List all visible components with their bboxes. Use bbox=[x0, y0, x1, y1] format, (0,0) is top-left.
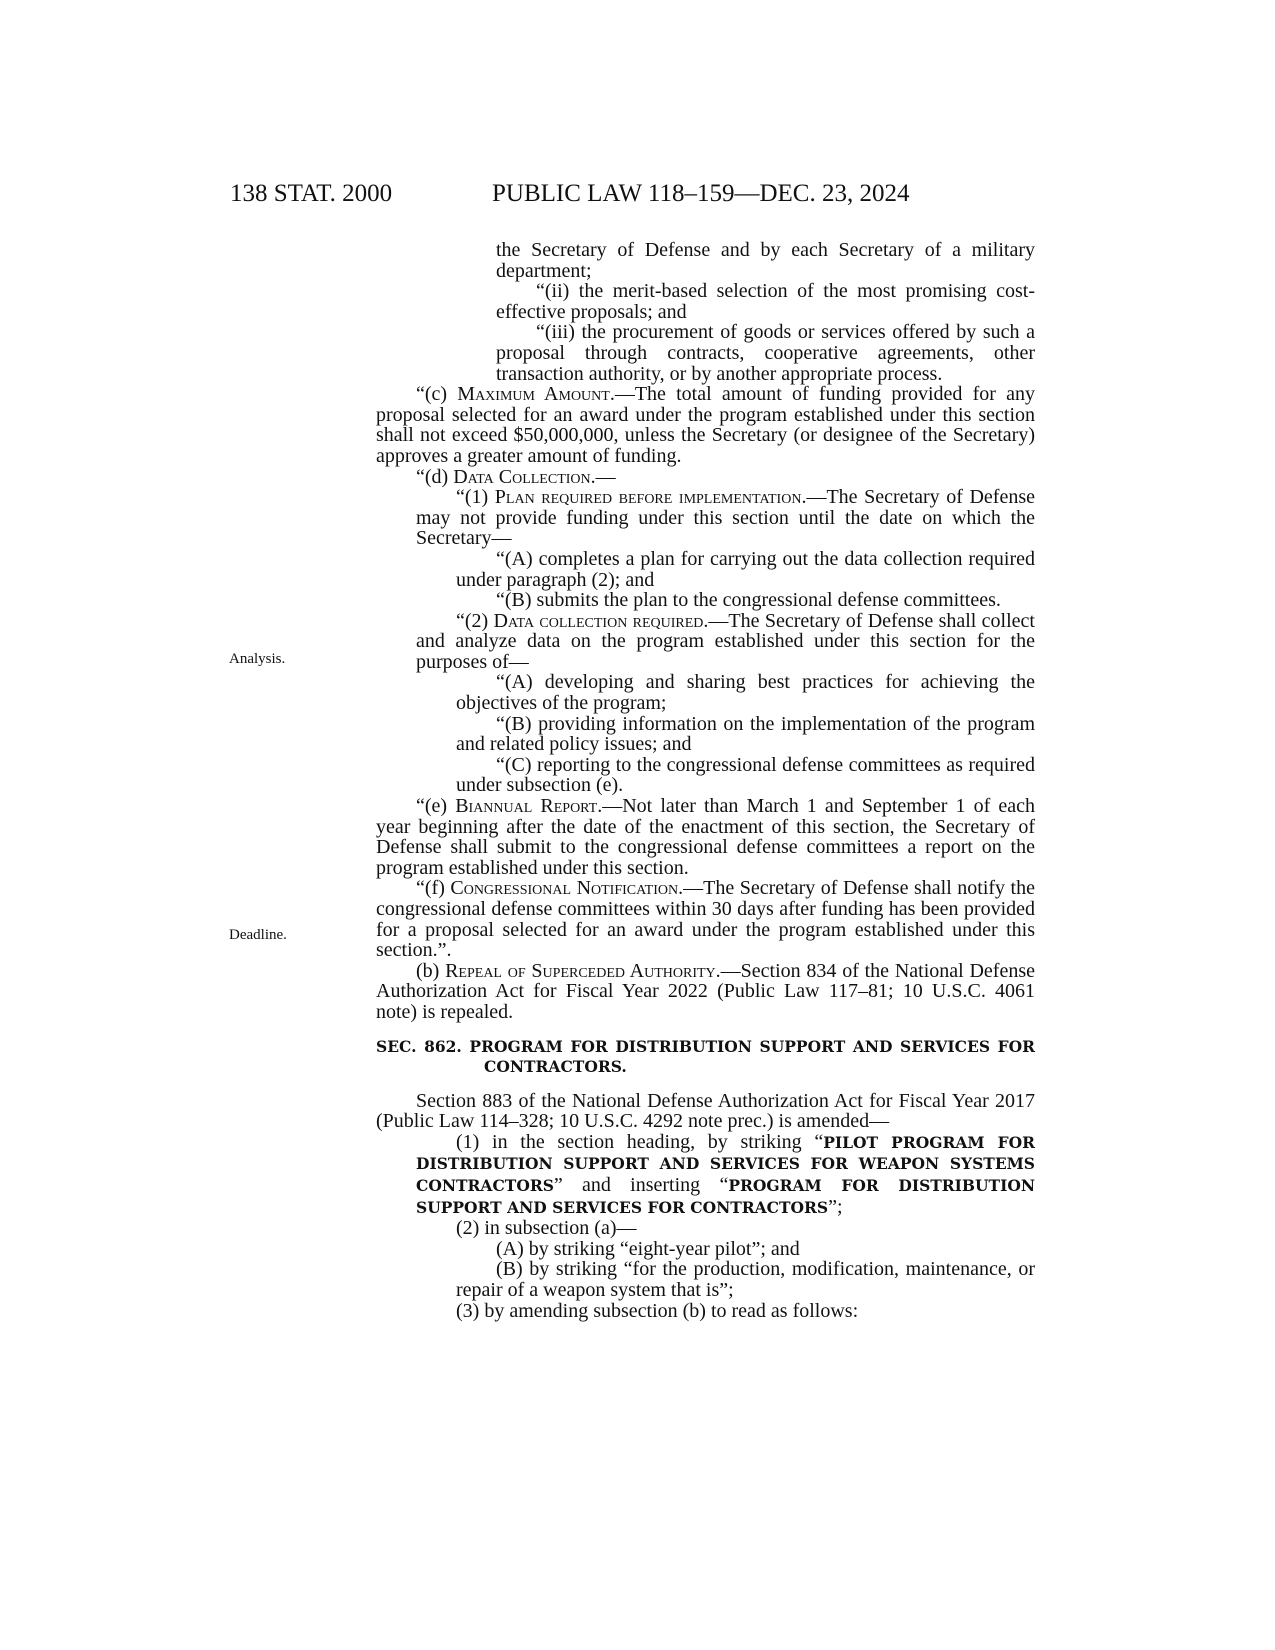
paragraph: Section 883 of the National Defense Authorization Act for Fiscal Year 2017 (Public Law 114–328; 10 U.S.C. 4292 note prec.) is amended— bbox=[376, 1089, 1035, 1133]
subsection-c: “(c) Maximum Amount.—The total amount of funding provided for any proposal selected for an award under the program established under this section shall not exceed $50,000,000, unless the Secretary (or designee of the Secretary) approves a greater amount of funding. bbox=[376, 383, 1036, 467]
stat-page-number: 138 STAT. 2000 bbox=[230, 180, 393, 207]
subparagraph: “(B) providing information on the implementation of the program and related policy issues; and bbox=[456, 712, 1035, 756]
margin-note-deadline: Deadline. bbox=[229, 927, 287, 943]
subsection-f: “(f) Congressional Notification.—The Secretary of Defense shall notify the congressional defense committees within 30 days after funding has been provided for a proposal selected for an award under the program established under this section.”. bbox=[376, 877, 1035, 962]
subparagraph: (A) by striking “eight-year pilot”; and bbox=[496, 1237, 800, 1260]
amendment-2: (2) in subsection (a)— bbox=[456, 1217, 637, 1240]
subparagraph: “(A) developing and sharing best practices for achieving the objectives of the program; bbox=[456, 671, 1035, 715]
paragraph: “(iii) the procurement of goods or services offered by such a proposal through contracts, cooperative agreements, other transaction authority, or by another appropriate process. bbox=[496, 321, 1035, 385]
margin-note-analysis: Analysis. bbox=[229, 651, 286, 667]
paragraph: “(ii) the merit-based selection of the most promising cost-effective proposals; and bbox=[496, 280, 1035, 323]
amendment-1: (1) in the section heading, by striking “PILOT PROGRAM FOR DISTRIBUTION SUPPORT AND SERVICES FOR WEAPON SYSTEMS CONTRACTORS” and inserting “PROGRAM FOR DISTRIBUTION SUPPORT AND SERVICES FOR CONTRACTORS”; bbox=[416, 1130, 1035, 1218]
document-body bbox=[376, 240, 1035, 1321]
paragraph-d2: “(2) Data collection required.—The Secretary of Defense shall collect and analyze data on the program established under this section for the purposes of— bbox=[416, 609, 1035, 673]
subparagraph: “(A) completes a plan for carrying out the data collection required under paragraph (2); and bbox=[456, 547, 1035, 591]
subparagraph: (B) by striking “for the production, modification, maintenance, or repair of a weapon system that is”; bbox=[456, 1258, 1035, 1301]
paragraph-d1: “(1) Plan required before implementation.—The Secretary of Defense may not provide funding under this section until the date on which the Secretary— bbox=[416, 486, 1036, 550]
subsection-e: “(e) Biannual Report.—Not later than March 1 and September 1 of each year beginning after the date of the enactment of this section, the Secretary of Defense shall submit to the congressional defense committees a report on the program established under this section. bbox=[376, 795, 1035, 879]
subsection-d: “(d) Data Collection.— bbox=[416, 465, 616, 488]
amendment-3: (3) by amending subsection (b) to read as follows: bbox=[456, 1299, 859, 1322]
subparagraph: “(C) reporting to the congressional defense committees as required under subsection (e). bbox=[456, 753, 1035, 797]
section-heading: SEC. 862. PROGRAM FOR DISTRIBUTION SUPPORT AND SERVICES FOR CONTRACTORS. bbox=[376, 1036, 1035, 1076]
running-header: PUBLIC LAW 118–159—DEC. 23, 2024 bbox=[492, 180, 910, 207]
subsection-b: (b) Repeal of Superceded Authority.—Section 834 of the National Defense Authorization Act for Fiscal Year 2022 (Public Law 117–81; 10 U.S.C. 4061 note) is repealed. bbox=[376, 959, 1035, 1023]
paragraph: the Secretary of Defense and by each Secretary of a military department; bbox=[496, 239, 1035, 282]
subparagraph: “(B) submits the plan to the congressional defense committees. bbox=[496, 589, 1001, 612]
